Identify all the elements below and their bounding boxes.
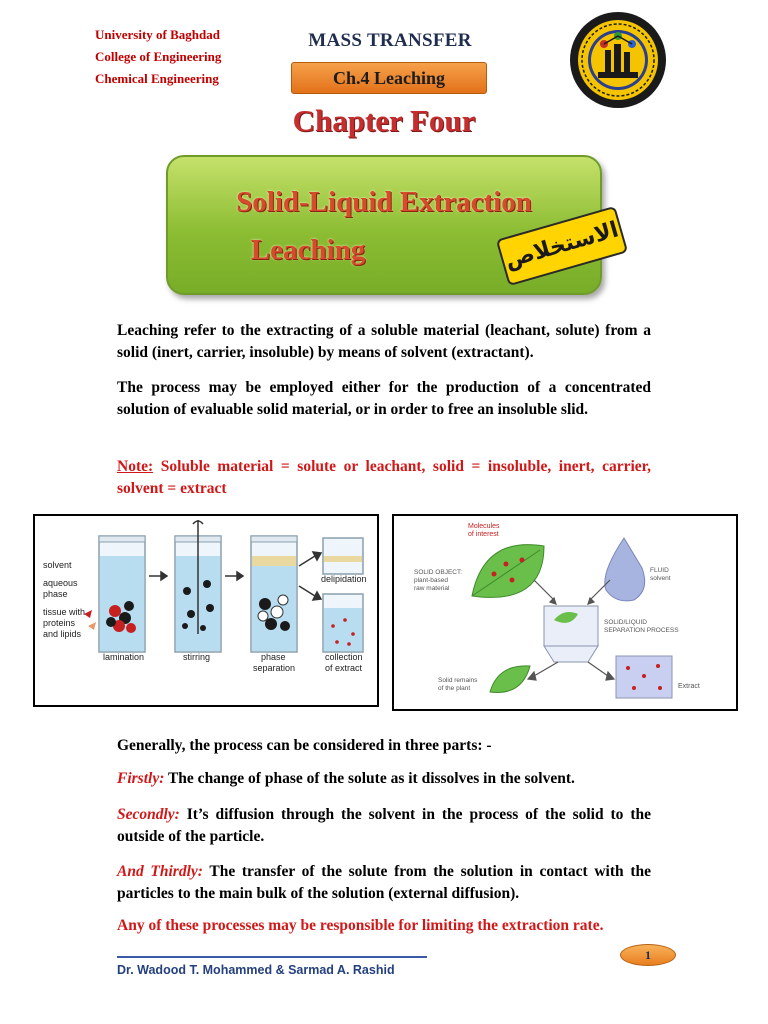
banner-title-line2: Leaching <box>250 234 366 266</box>
label-of-extract: of extract <box>325 663 363 673</box>
arabic-tag: الاستخلاص <box>496 206 628 286</box>
part-secondly <box>117 804 651 848</box>
label-lamination: lamination <box>103 652 145 662</box>
label-lipids: and lipids <box>43 629 82 639</box>
label-collection: collection <box>325 652 363 662</box>
label-solid-remains: Solid remains <box>438 677 478 684</box>
label-proteins: proteins <box>43 618 76 628</box>
label-raw-material: raw material <box>414 585 450 592</box>
extract-square-icon <box>616 656 672 698</box>
beaker-collection-icon <box>323 538 363 652</box>
label-tissue: tissue with <box>43 607 86 617</box>
chapter-badge: Ch.4 Leaching <box>291 62 487 94</box>
department-name: Chemical Engineering <box>95 71 219 86</box>
thirdly-label: And Thirdly: <box>117 863 203 880</box>
footer-authors: Dr. Wadood T. Mohammed & Sarmad A. Rashid <box>117 963 395 977</box>
banner-title-line1: Solid-Liquid Extraction <box>236 186 532 218</box>
parts-intro: Generally, the process can be considered in three parts: - <box>117 737 492 754</box>
course-title: MASS TRANSFER <box>308 30 472 51</box>
label-solvent: solvent <box>650 575 671 582</box>
note-paragraph <box>117 456 651 500</box>
firstly-text: The change of phase of the solute as it dissolves in the solvent. <box>164 770 575 787</box>
label-solid-liquid: SOLID/LIQUID <box>604 619 647 626</box>
leaf-remains-icon <box>490 666 530 693</box>
note-label: Note: <box>117 458 154 475</box>
closing-statement: Any of these processes may be responsible for limiting the extraction rate. <box>117 917 604 934</box>
label-stirring: stirring <box>183 652 211 662</box>
thirdly-text: The transfer of the solute from the solution in contact with the particles to the main bulk of the solution (external diffusion). <box>117 863 652 902</box>
university-header <box>95 24 221 90</box>
process-paragraph: The process may be employed either for the production of a concentrated solution of evaluable solid material, or in order to free an insoluble slid. <box>117 379 651 418</box>
label-plant-based: plant-based <box>414 577 448 584</box>
label-molecules: Molecules <box>468 523 500 530</box>
beaker-separation-icon <box>251 536 297 652</box>
part-thirdly <box>117 861 651 905</box>
figure-solid-liquid-separation <box>392 514 738 711</box>
note-text: Soluble material = solute or leachant, solid = insoluble, inert, carrier, solvent = extract <box>117 458 651 497</box>
secondly-text: It’s diffusion through the solvent in the process of the solid to the outside of the particle. <box>117 806 651 845</box>
separation-container-icon <box>544 606 598 662</box>
secondly-label: Secondly: <box>117 806 180 823</box>
label-separation: separation <box>253 663 296 673</box>
label-delipidation: delipidation <box>321 574 367 584</box>
page-number-badge: 1 <box>620 944 676 966</box>
part-firstly <box>117 768 651 790</box>
label-extract: Extract <box>678 683 700 690</box>
label-solvent: solvent <box>43 560 72 570</box>
label-of-interest: of interest <box>468 531 499 538</box>
label-solid-object: SOLID OBJECT: <box>414 569 463 576</box>
label-phase: phase <box>43 589 68 599</box>
label-aqueous: aqueous <box>43 578 78 588</box>
college-name: College of Engineering <box>95 49 222 64</box>
university-name: University of Baghdad <box>95 27 220 42</box>
leaf-icon <box>472 545 544 598</box>
figure-leaching-steps <box>33 514 379 707</box>
definition-paragraph: Leaching refer to the extracting of a soluble material (leachant, solute) from a solid (inert, carrier, insoluble) by means of solvent (extractant). <box>117 322 651 361</box>
label-phase-step: phase <box>261 652 286 662</box>
footer-divider <box>117 956 427 958</box>
solvent-drop-icon <box>605 538 645 601</box>
label-of-the-plant: of the plant <box>438 685 471 692</box>
label-separation-process: SEPARATION PROCESS <box>604 627 679 634</box>
label-fluid: FLUID <box>650 567 669 574</box>
chapter-heading: Chapter Four <box>292 103 476 138</box>
university-seal-icon <box>568 10 668 110</box>
beaker-lamination-icon <box>99 536 145 652</box>
beaker-stirring-icon <box>175 520 221 652</box>
firstly-label: Firstly: <box>117 770 165 787</box>
